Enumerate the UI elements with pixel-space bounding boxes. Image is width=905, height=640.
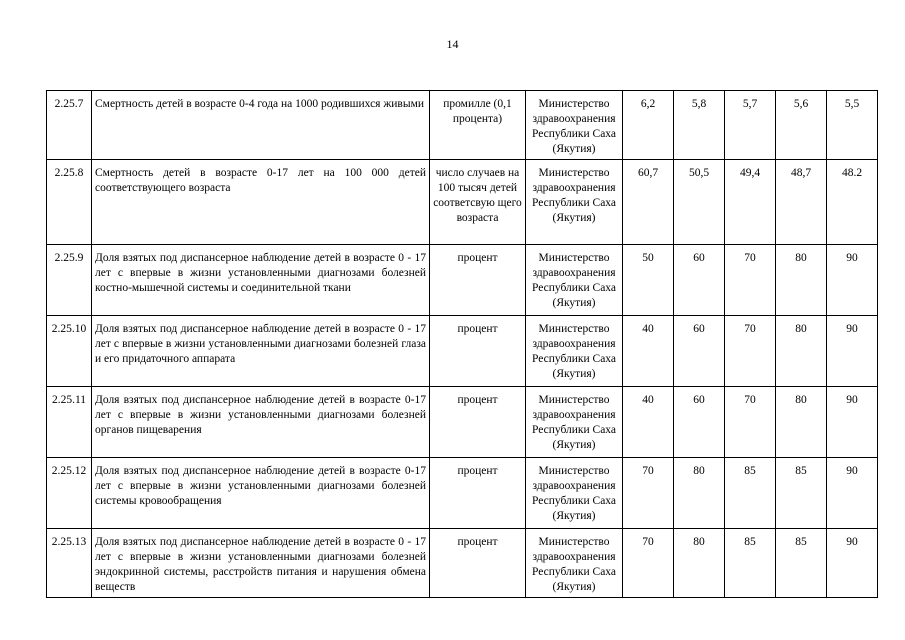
unit-of-measure: процент: [430, 529, 526, 598]
indicator-value: 90: [827, 458, 878, 529]
table-row: [47, 160, 878, 245]
indicator-code: 2.25.10: [47, 316, 92, 387]
indicator-code: 2.25.12: [47, 458, 92, 529]
page-number: 14: [446, 37, 459, 51]
indicator-code: 2.25.8: [47, 160, 92, 245]
indicator-value: 60: [674, 316, 725, 387]
indicator-name: Доля взятых под диспансерное наблюдение детей в возрасте 0 - 17 лет с впервые в жизни установленными диагнозами болезней эндокринной системы, расстройств питания и нарушения обмена веществ: [92, 529, 430, 598]
indicator-name: Доля взятых под диспансерное наблюдение детей в возрасте 0 - 17 лет с впервые в жизни установленными диагнозами болезней костно-мышечной системы и соединительной ткани: [92, 245, 430, 316]
responsible-organization: Министерство здравоохранения Республики Саха (Якутия): [526, 91, 623, 160]
table-row: [47, 316, 878, 387]
unit-of-measure: процент: [430, 458, 526, 529]
indicators-table: [46, 90, 878, 598]
indicator-value: 70: [623, 529, 674, 598]
indicator-value: 70: [725, 316, 776, 387]
responsible-organization: Министерство здравоохранения Республики Саха (Якутия): [526, 316, 623, 387]
unit-of-measure: процент: [430, 387, 526, 458]
indicator-value: 40: [623, 387, 674, 458]
indicator-value: 40: [623, 316, 674, 387]
indicator-code: 2.25.7: [47, 91, 92, 160]
indicator-value: 6,2: [623, 91, 674, 160]
unit-of-measure: процент: [430, 316, 526, 387]
indicator-value: 85: [776, 529, 827, 598]
indicator-name: Смертность детей в возрасте 0-17 лет на 100 000 детей соответствующего возраста: [92, 160, 430, 245]
indicator-value: 50: [623, 245, 674, 316]
indicator-code: 2.25.13: [47, 529, 92, 598]
indicator-value: 60: [674, 245, 725, 316]
responsible-organization: Министерство здравоохранения Республики Саха (Якутия): [526, 458, 623, 529]
indicator-value: 48,7: [776, 160, 827, 245]
indicator-code: 2.25.9: [47, 245, 92, 316]
indicator-value: 90: [827, 316, 878, 387]
indicator-value: 80: [776, 245, 827, 316]
responsible-organization: Министерство здравоохранения Республики Саха (Якутия): [526, 387, 623, 458]
indicator-value: 85: [776, 458, 827, 529]
indicator-value: 80: [776, 316, 827, 387]
indicator-value: 5,5: [827, 91, 878, 160]
indicator-value: 80: [674, 529, 725, 598]
indicator-value: 49,4: [725, 160, 776, 245]
indicator-value: 60,7: [623, 160, 674, 245]
indicator-value: 5,8: [674, 91, 725, 160]
indicator-value: 80: [776, 387, 827, 458]
indicator-value: 85: [725, 529, 776, 598]
indicator-value: 80: [674, 458, 725, 529]
indicator-value: 5,6: [776, 91, 827, 160]
indicator-value: 70: [623, 458, 674, 529]
unit-of-measure: процент: [430, 245, 526, 316]
responsible-organization: Министерство здравоохранения Республики Саха (Якутия): [526, 245, 623, 316]
indicator-value: 70: [725, 245, 776, 316]
unit-of-measure: число случаев на 100 тысяч детей соответсвую щего возраста: [430, 160, 526, 245]
indicator-value: 48.2: [827, 160, 878, 245]
indicator-value: 90: [827, 245, 878, 316]
table-row: [47, 387, 878, 458]
indicator-name: Доля взятых под диспансерное наблюдение детей в возрасте 0-17 лет с впервые в жизни установленными диагнозами болезней органов пищеварения: [92, 387, 430, 458]
indicator-value: 50,5: [674, 160, 725, 245]
indicator-value: 85: [725, 458, 776, 529]
indicator-value: 60: [674, 387, 725, 458]
indicator-value: 90: [827, 529, 878, 598]
table-row: [47, 245, 878, 316]
unit-of-measure: промилле (0,1 процента): [430, 91, 526, 160]
indicator-name: Доля взятых под диспансерное наблюдение детей в возрасте 0 - 17 лет с впервые в жизни установленными диагнозами болезней глаза и его придаточного аппарата: [92, 316, 430, 387]
indicator-code: 2.25.11: [47, 387, 92, 458]
indicator-value: 5,7: [725, 91, 776, 160]
indicator-value: 90: [827, 387, 878, 458]
indicators-table-body: [47, 91, 878, 598]
responsible-organization: Министерство здравоохранения Республики Саха (Якутия): [526, 160, 623, 245]
indicator-name: Смертность детей в возрасте 0-4 года на 1000 родившихся живыми: [92, 91, 430, 160]
table-row: [47, 458, 878, 529]
table-row: [47, 529, 878, 598]
table-row: [47, 91, 878, 160]
responsible-organization: Министерство здравоохранения Республики Саха (Якутия): [526, 529, 623, 598]
indicator-name: Доля взятых под диспансерное наблюдение детей в возрасте 0-17 лет с впервые в жизни установленными диагнозами болезней системы кровообращения: [92, 458, 430, 529]
indicator-value: 70: [725, 387, 776, 458]
